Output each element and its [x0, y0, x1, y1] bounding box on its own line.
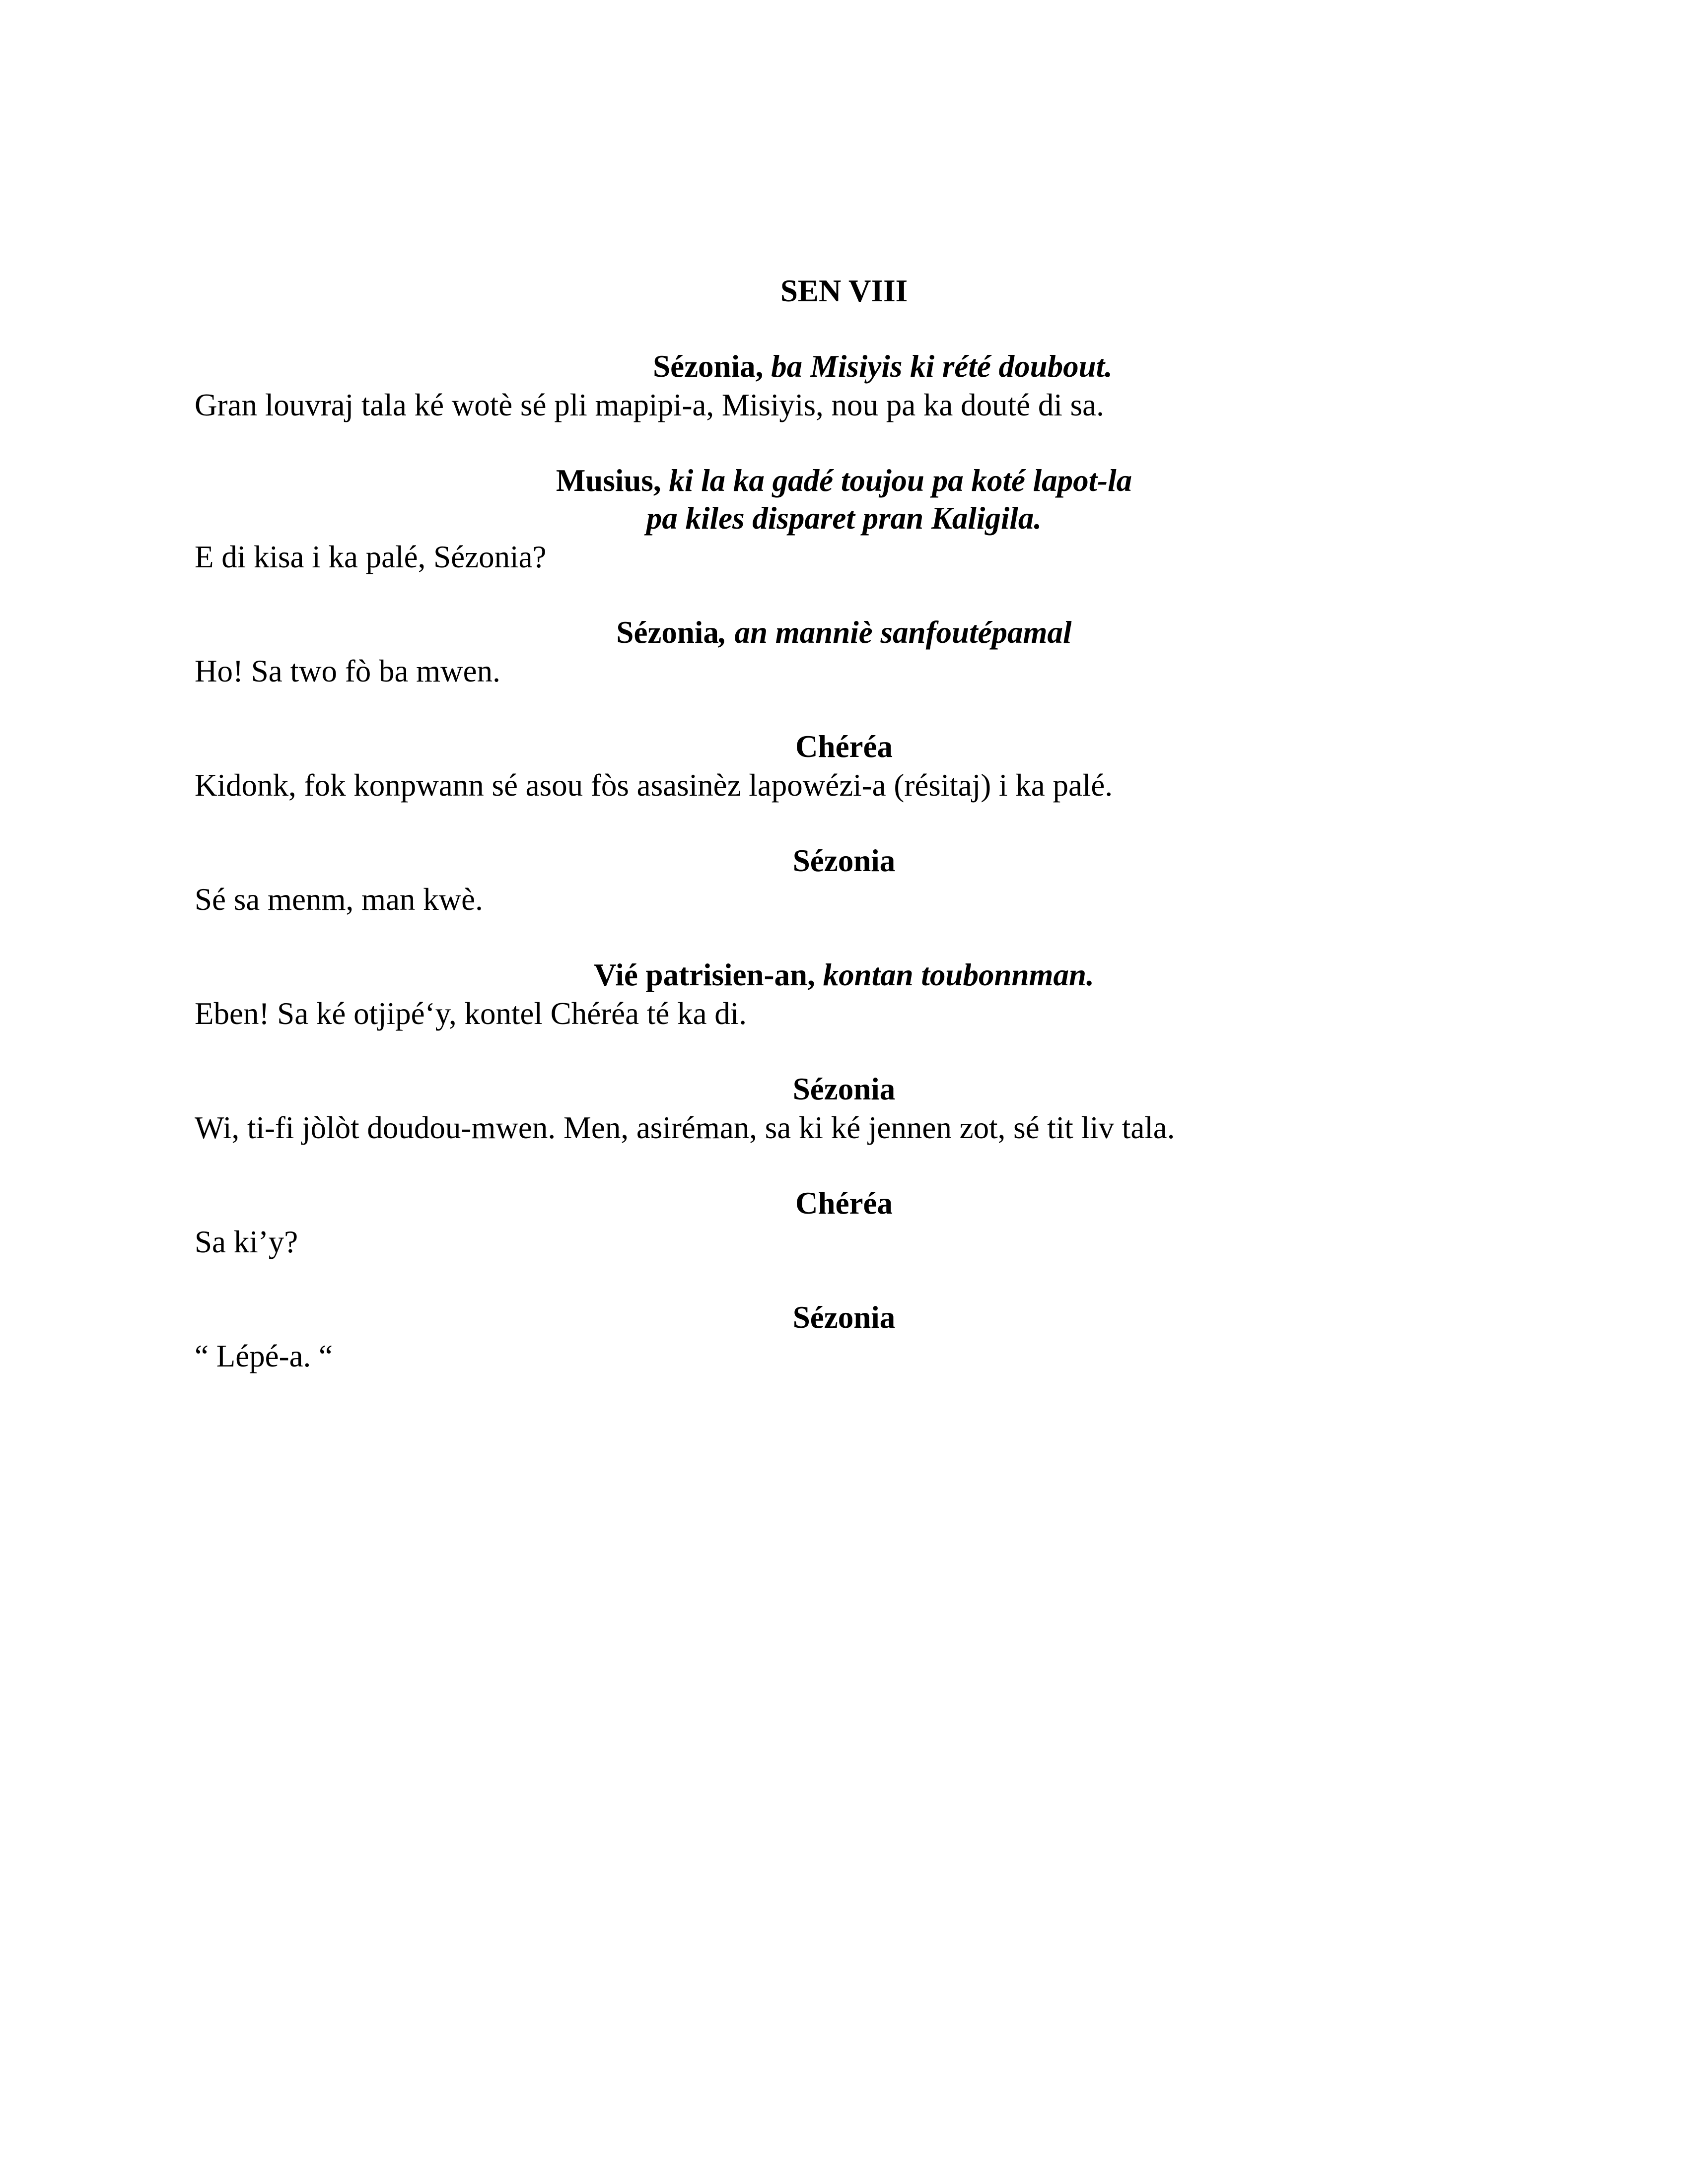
speaker-name: Sézonia — [616, 615, 719, 650]
stage-direction: pa kiles disparet pran Kaligila. — [646, 501, 1042, 536]
dialogue-line: Wi, ti-fi jòlòt doudou-mwen. Men, asiréman, sa ki ké jennen zot, sé tit liv tala. — [195, 1110, 1175, 1145]
speaker-heading — [39, 347, 1688, 385]
speaker-name: Sézonia — [792, 1072, 896, 1106]
speaker-heading — [0, 842, 1688, 880]
speaker-heading — [0, 1298, 1688, 1336]
dialogue-line: Gran louvraj tala ké wotè sé pli mapipi-a, Misiyis, nou pa ka douté di sa. — [195, 388, 1104, 422]
speaker-heading — [0, 1184, 1688, 1222]
dialogue-line: Eben! Sa ké otjipé‘y, kontel Chéréa té ka di. — [195, 996, 747, 1031]
dialogue-line: Ho! Sa two fò ba mwen. — [195, 654, 500, 688]
dialogue-line: E di kisa i ka palé, Sézonia? — [195, 540, 547, 574]
stage-direction: ba Misiyis ki rété doubout. — [763, 349, 1113, 384]
speaker-heading — [0, 728, 1688, 765]
stage-direction: , an manniè sanfoutépamal — [718, 615, 1072, 650]
speaker-name: Vié patrisien-an, — [594, 957, 815, 992]
dialogue-line: Sé sa menm, man kwè. — [195, 882, 483, 917]
speaker-heading — [0, 462, 1688, 499]
speaker-name: Musius, — [556, 463, 661, 498]
speaker-name: Chéréa — [795, 729, 893, 764]
speaker-heading — [0, 614, 1688, 651]
dialogue-line: Kidonk, fok konpwann sé asou fòs asasinèz lapowézi-a (résitaj) i ka palé. — [195, 768, 1113, 803]
speaker-heading — [0, 1070, 1688, 1108]
stage-direction: ki la ka gadé toujou pa koté lapot-la — [661, 463, 1132, 498]
speaker-name: Sézonia, — [653, 349, 764, 384]
speaker-name: Sézonia — [792, 843, 896, 878]
speaker-heading-continued — [0, 499, 1688, 537]
dialogue-line: “ Lépé-a. “ — [195, 1339, 333, 1373]
speaker-name: Sézonia — [792, 1300, 896, 1335]
stage-direction: kontan toubonnman. — [815, 957, 1094, 992]
speaker-name: Chéréa — [795, 1186, 893, 1221]
scene-title: SEN VIII — [780, 273, 908, 308]
speaker-heading — [0, 956, 1688, 994]
dialogue-line: Sa ki’y? — [195, 1225, 298, 1259]
